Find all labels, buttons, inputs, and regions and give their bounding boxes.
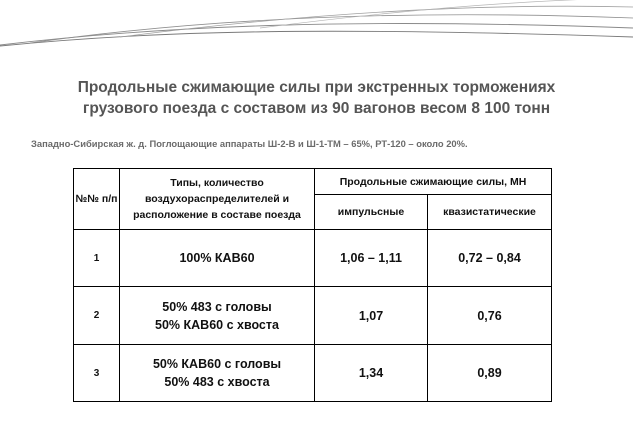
title-line-2: грузового поезда с составом из 90 вагонов весом 8 100 тонн [82, 100, 551, 117]
row-type-line-1: 50% 483 с головы [162, 299, 272, 314]
decorative-swoosh [0, 0, 633, 60]
row-type-line-2: 50% КАВ60 с хвоста [155, 317, 279, 332]
row-type-line-1: 50% КАВ60 с головы [152, 357, 282, 371]
title-line-1: Продольные сжимающие силы при экстренных торможениях [77, 79, 556, 96]
header-type-line-3: расположение в составе поезда [133, 209, 301, 221]
row-type-line-1: 100% КАВ60 [179, 251, 255, 265]
header-impulse: импульсные [315, 195, 428, 230]
row-impulse: 1,06 – 1,11 [315, 230, 428, 287]
row-quasi: 0,89 [428, 345, 552, 402]
header-type-line-1: Типы, количество [170, 177, 264, 189]
table-row [74, 287, 552, 345]
row-num: 3 [74, 345, 120, 402]
row-impulse: 1,34 [315, 345, 428, 402]
row-type-line-2: 50% 483 с хвоста [164, 375, 270, 389]
row-impulse: 1,07 [315, 287, 428, 345]
header-num: №№ п/п [74, 169, 120, 230]
row-num: 1 [74, 230, 120, 287]
header-quasi: квазистатические [428, 195, 552, 230]
row-quasi: 0,72 – 0,84 [428, 230, 552, 287]
row-type [120, 345, 315, 402]
row-type [120, 287, 315, 345]
row-num: 2 [74, 287, 120, 345]
header-type-line-2: воздухораспределителей и [144, 193, 290, 205]
header-forces: Продольные сжимающие силы, МН [315, 169, 552, 195]
row-type [120, 230, 315, 287]
row-quasi: 0,76 [428, 287, 552, 345]
subtitle-note: Западно-Сибирская ж. д. Поглощающие аппараты Ш-2-В и Ш-1-ТМ – 65%, РТ-120 – около 20%. [31, 138, 468, 149]
table-row [74, 345, 552, 402]
page-title [0, 77, 633, 119]
table-header-row [74, 169, 552, 195]
forces-table [73, 168, 552, 402]
header-type [120, 169, 315, 230]
table-row [74, 230, 552, 287]
